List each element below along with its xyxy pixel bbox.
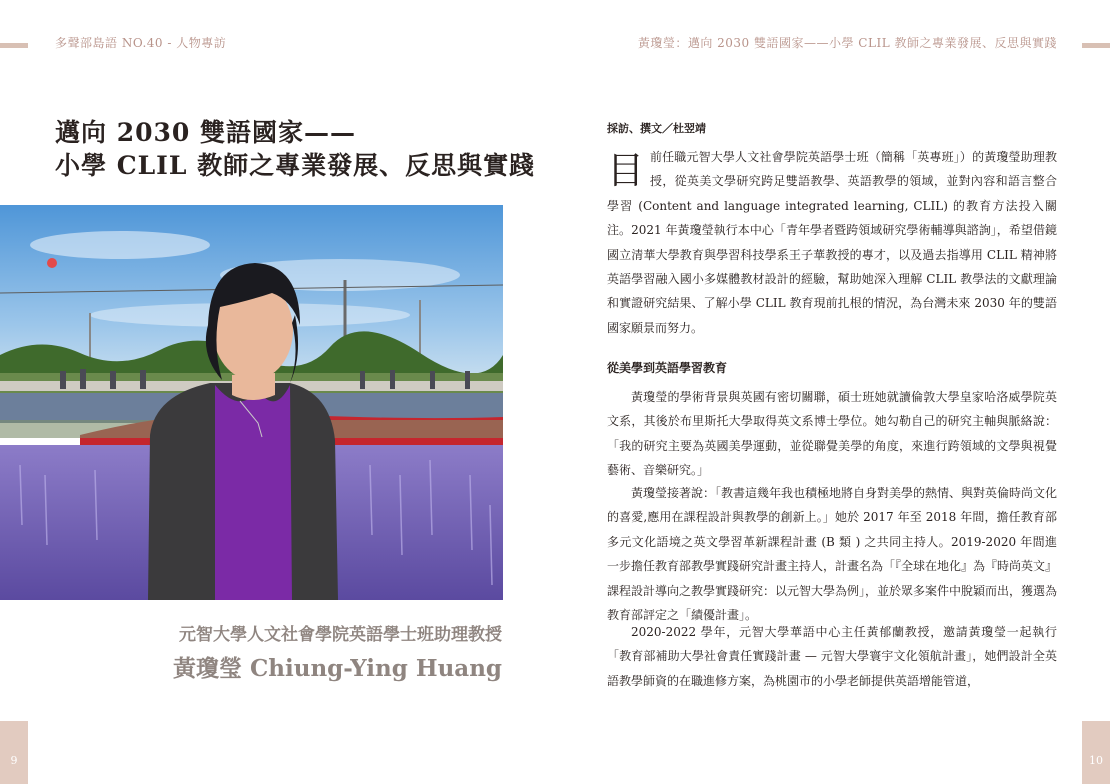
body-paragraph-2: 黃瓊瑩接著說：「教書這幾年我也積極地將自身對美學的熱情、與對英倫時尚文化的喜愛,應用在課程設計與教學的創新上。」她於 2017 年至 2018 年間，擔任教育部多元文化語境之英文學習革新課程計畫 (B 類 ) 之共同主持人。2019-2020 年間進一步擔任教育部教學實踐研究計畫主持人，計畫名為「『全球在地化』為『時尚英文』課程設計導向之教學實踐研究：以元智大學為例」，並於眾多案件中脫穎而出，獲選為教育部評定之「績優計畫」。 [607,486,1058,623]
body-paragraph-1: 黃瓊瑩的學術背景與英國有密切關聯，碩士班她就讀倫敦大學皇家哈洛威學院英文系，其後於布里斯托大學取得英文系博士學位。她勾勒自己的研究主軸與脈絡說：「我的研究主要為英國美學運動，並從聯覺美學的角度，來進行跨領域的文學與視覺藝術、音樂研究。」 [607,390,1057,478]
article-title-line-2: 小學 CLIL 教師之專業發展、反思與實踐 [55,151,536,180]
running-head-right: 黃瓊瑩：邁向 2030 雙語國家——小學 CLIL 教師之專業發展、反思與實踐 [637,36,1057,50]
byline: 採訪、撰文／杜翌靖 [607,122,706,135]
page-number-left: 9 [0,721,28,784]
portrait-photo [0,205,503,600]
page-number-right: 10 [1082,721,1110,784]
header-accent-bar-left [0,43,28,48]
intro-text: 前任職元智大學人文社會學院英語學士班（簡稱「英專班」）的黃瓊瑩助理教授，從英美文學研究跨足雙語教學、英語教學的領域，並對內容和語言整合學習 (Content and language integrated learning, CLIL) 的教育方法投入關注。2021 年黃瓊瑩執行本中心「青年學者暨跨領域研究學術輔導與諮詢」，希望借鏡國立清華大學教育與學習科技學系王子華教授的專才，以及過去指導用 CLIL 精神將英語學習融入國小多媒體教材設計的經驗，幫助她深入理解 CLIL 教學法的文獻理論和實證研究結果、了解小學 CLIL 教育現前扎根的情況，為台灣未來 2030 年的雙語國家願景而努力。 [607,150,1057,335]
article-title-line-1: 邁向 2030 雙語國家—— [55,118,356,147]
body-paragraph-3: 2020-2022 學年，元智大學華語中心主任黃郁蘭教授，邀請黃瓊瑩一起執行「教育部補助大學社會責任實踐計畫 — 元智大學寰宇文化領航計畫」，她們設計全英語教學師資的在職進修方案，為桃園市的小學老師提供英語增能管道， [607,625,1057,688]
intro-paragraph [607,145,1057,340]
article-title [55,116,535,182]
section-heading: 從美學到英語學習教育 [607,361,728,375]
running-head-left: 多聲部島語 NO.40 - 人物專訪 [55,36,227,50]
subject-name: 黃瓊瑩 Chiung-Ying Huang [172,655,502,682]
drop-cap: 目 [607,149,644,192]
header-accent-bar-right [1082,43,1110,48]
subject-position: 元智大學人文社會學院英語學士班助理教授 [179,625,502,645]
